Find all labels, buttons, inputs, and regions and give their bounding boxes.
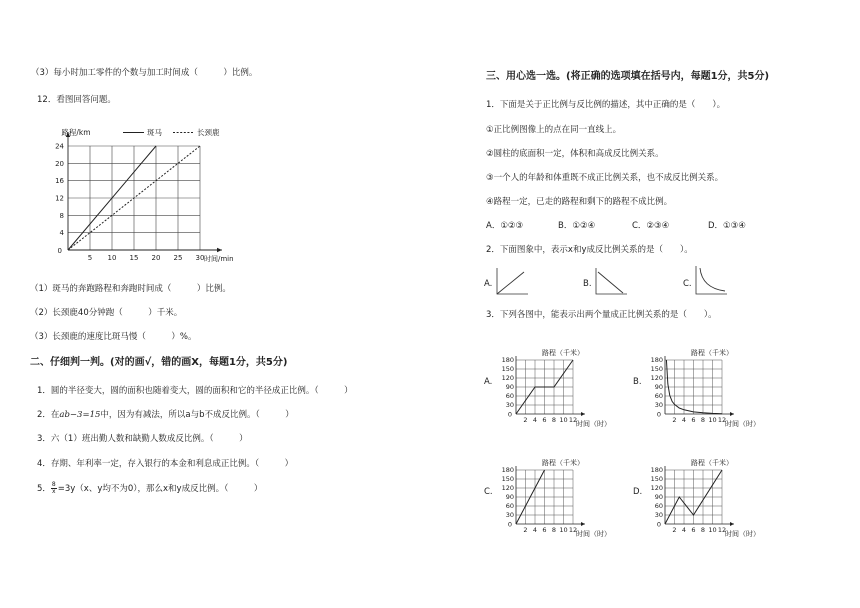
- x-tick-label: 2: [672, 416, 677, 424]
- x-axis-label: 时间/min: [204, 255, 234, 263]
- y-tick-label: 150: [650, 365, 663, 374]
- q2-graph-c: [693, 264, 729, 298]
- x-tick-label: 6: [691, 526, 696, 534]
- judge-5-den: x: [52, 488, 56, 495]
- x-axis-arrow: [730, 522, 734, 526]
- y-tick-label: 4: [59, 229, 64, 238]
- y-tick-label: 60: [505, 392, 514, 401]
- x-axis-arrow: [581, 412, 585, 416]
- x-axis-label: 时间（时）: [576, 530, 611, 538]
- choice-q2: 2．下面图象中，表示x和y成反比例关系的是（ ）。: [486, 245, 693, 255]
- y-tick-label: 120: [650, 374, 663, 383]
- y-tick-label: 90: [505, 383, 514, 392]
- y-tick-label: 120: [501, 374, 514, 383]
- y-tick-label: 90: [654, 383, 663, 392]
- chart-title: 路程（千米）: [542, 349, 584, 357]
- chart-title: 路程（千米）: [542, 459, 584, 467]
- x-tick-label: 4: [532, 416, 538, 424]
- y-tick-label: 60: [505, 502, 514, 511]
- y-axis-label: 路程/km: [61, 128, 91, 137]
- choice-q1-opt-b: B．①②④: [558, 221, 596, 231]
- q3-label-c: C.: [484, 487, 493, 497]
- y-tick-label: 30: [654, 401, 663, 410]
- q2-label-c: C.: [683, 279, 692, 289]
- x-tick-label: 10: [708, 416, 717, 424]
- x-tick-label: 10: [559, 526, 568, 534]
- choice-q1-s1: ①正比例图像上的点在同一直线上。: [486, 125, 622, 135]
- y-tick-label: 180: [650, 466, 663, 475]
- judge-4: 4．存期、年利率一定，存入银行的本金和利息成正比例。（ ）: [37, 459, 294, 469]
- judge-5-fraction: [51, 482, 57, 495]
- y-tick-label: 150: [501, 365, 514, 374]
- origin-label: 0: [507, 520, 512, 529]
- x-tick-label: 6: [542, 526, 547, 534]
- x-tick-label: 25: [173, 254, 183, 262]
- y-tick-label: 12: [55, 194, 64, 203]
- x-tick-label: 20: [151, 254, 161, 262]
- y-tick-label: 180: [650, 356, 663, 365]
- x-tick-label: 30: [195, 254, 205, 262]
- x-tick-label: 15: [129, 254, 139, 262]
- origin-label: 0: [507, 410, 512, 419]
- q12-sub3: （3）长颈鹿的速度比斑马慢（ ）%。: [30, 332, 197, 342]
- q3-label-d: D.: [633, 487, 643, 497]
- q11-sub3: （3）每小时加工零件的个数与加工时间成（ ）比例。: [31, 68, 258, 78]
- choice-q1: 1．下面是关于正比例与反比例的描述，其中正确的是（ ）。: [486, 100, 726, 110]
- choice-q1-opt-c: C．②③④: [632, 221, 670, 231]
- q2-graph-a-line: [497, 272, 524, 294]
- y-tick-label: 30: [654, 511, 663, 520]
- x-tick-label: 8: [700, 526, 706, 534]
- judge-5: [37, 482, 262, 495]
- x-tick-label: 8: [700, 416, 706, 424]
- q2-label-a: A.: [484, 279, 493, 289]
- x-axis-label: 时间（时）: [725, 530, 760, 538]
- judge-2-post: 中，因为有减法，所以a与b不成反比例。（ ）: [100, 410, 294, 420]
- x-tick-label: 12: [717, 416, 727, 424]
- choice-q1-s4: ④路程一定，已走的路程和剩下的路程不成比例。: [486, 197, 673, 207]
- x-tick-label: 12: [568, 526, 578, 534]
- choice-q1-opt-d: D．①③④: [708, 221, 746, 231]
- q2-graph-b-line: [598, 272, 623, 293]
- judge-5-post: =3y（x、y均不为0），那么x和y成反比例。（ ）: [57, 484, 263, 494]
- q3-graph-d: [645, 444, 770, 542]
- x-axis-arrow: [730, 412, 734, 416]
- q12-distance-time-chart: [38, 118, 238, 268]
- y-tick-label: 120: [650, 484, 663, 493]
- q3-graph-c: [496, 444, 621, 542]
- q2-graph-b: [593, 266, 629, 298]
- x-tick-label: 6: [691, 416, 696, 424]
- choice-q1-opt-a: A．①②③: [486, 221, 524, 231]
- x-tick-label: 12: [717, 526, 727, 534]
- x-tick-label: 5: [87, 254, 93, 262]
- judge-1: 1．圆的半径变大，圆的面积也随着变大，圆的面积和它的半径成正比例。（ ）: [37, 386, 353, 396]
- y-tick-label: 150: [501, 475, 514, 484]
- origin-label: 0: [656, 410, 661, 419]
- x-tick-label: 10: [107, 254, 117, 262]
- y-tick-label: 90: [505, 493, 514, 502]
- x-tick-label: 2: [523, 526, 528, 534]
- chart-title: 路程（千米）: [691, 349, 733, 357]
- y-tick-label: 90: [654, 493, 663, 502]
- y-tick-label: 180: [501, 466, 514, 475]
- x-tick-label: 10: [559, 416, 568, 424]
- judge-5-num: 8: [51, 481, 56, 488]
- y-tick-label: 60: [654, 502, 663, 511]
- origin-label: 0: [656, 520, 661, 529]
- judge-2-pre: 2．在: [37, 410, 60, 420]
- q12-prompt: 12．看图回答问题。: [37, 95, 116, 105]
- choice-q1-s2: ②圆柱的底面积一定，体积和高成反比例关系。: [486, 149, 664, 159]
- x-tick-label: 4: [681, 416, 687, 424]
- x-tick-label: 6: [542, 416, 547, 424]
- x-tick-label: 4: [681, 526, 687, 534]
- q3-graph-a: [496, 334, 621, 432]
- judge-3: 3．六（1）班出勤人数和缺勤人数成反比例。（ ）: [37, 434, 248, 444]
- judge-5-pre: 5．: [37, 484, 51, 494]
- x-axis-label: 时间（时）: [725, 420, 760, 428]
- judge-2-formula: ab−3=15: [59, 410, 101, 420]
- q3-label-b: B.: [633, 377, 642, 387]
- y-tick-label: 20: [55, 159, 64, 168]
- y-tick-label: 30: [505, 511, 514, 520]
- y-tick-label: 16: [55, 177, 64, 186]
- y-tick-label: 60: [654, 392, 663, 401]
- judge-2: [37, 411, 294, 420]
- y-tick-label: 24: [55, 142, 64, 151]
- x-tick-label: 10: [708, 526, 717, 534]
- q2-label-b: B.: [583, 279, 592, 289]
- x-tick-label: 8: [551, 416, 557, 424]
- choice-q3: 3．下列各图中，能表示出两个量成正比例关系的是（ ）。: [486, 310, 717, 320]
- y-tick-label: 30: [505, 401, 514, 410]
- chart-title: 路程（千米）: [691, 459, 733, 467]
- origin-label: 0: [57, 247, 62, 255]
- q3-graph-b: [645, 334, 770, 432]
- y-tick-label: 120: [501, 484, 514, 493]
- x-axis-arrow: [581, 522, 585, 526]
- legend-zebra-label: 斑马: [147, 128, 162, 137]
- section2-title: 二、仔细判一判。(对的画√，错的画X，每题1分，共5分): [30, 357, 288, 368]
- y-tick-label: 180: [501, 356, 514, 365]
- x-tick-label: 2: [523, 416, 528, 424]
- x-tick-label: 12: [568, 416, 578, 424]
- x-axis-label: 时间（时）: [576, 420, 611, 428]
- section3-title: 三、用心选一选。(将正确的选项填在括号内，每题1分，共5分): [486, 71, 770, 82]
- q12-sub1: （1）斑马的奔跑路程和奔跑时间成（ ）比例。: [30, 284, 231, 294]
- y-tick-label: 150: [650, 475, 663, 484]
- choice-q1-s3: ③一个人的年龄和体重既不成正比例关系，也不成反比例关系。: [486, 173, 724, 183]
- q3-label-a: A.: [484, 377, 493, 387]
- q2-graph-b-axes: [596, 268, 627, 294]
- q2-graph-c-curve: [700, 268, 725, 291]
- q12-sub2: （2）长颈鹿40分钟跑（ ）千米。: [30, 308, 183, 318]
- x-axis-arrow: [217, 248, 222, 252]
- y-tick-label: 8: [59, 211, 64, 220]
- q2-graph-a: [494, 266, 530, 298]
- x-tick-label: 4: [532, 526, 538, 534]
- x-tick-label: 8: [551, 526, 557, 534]
- legend-giraffe-label: 长颈鹿: [197, 128, 220, 137]
- x-tick-label: 2: [672, 526, 677, 534]
